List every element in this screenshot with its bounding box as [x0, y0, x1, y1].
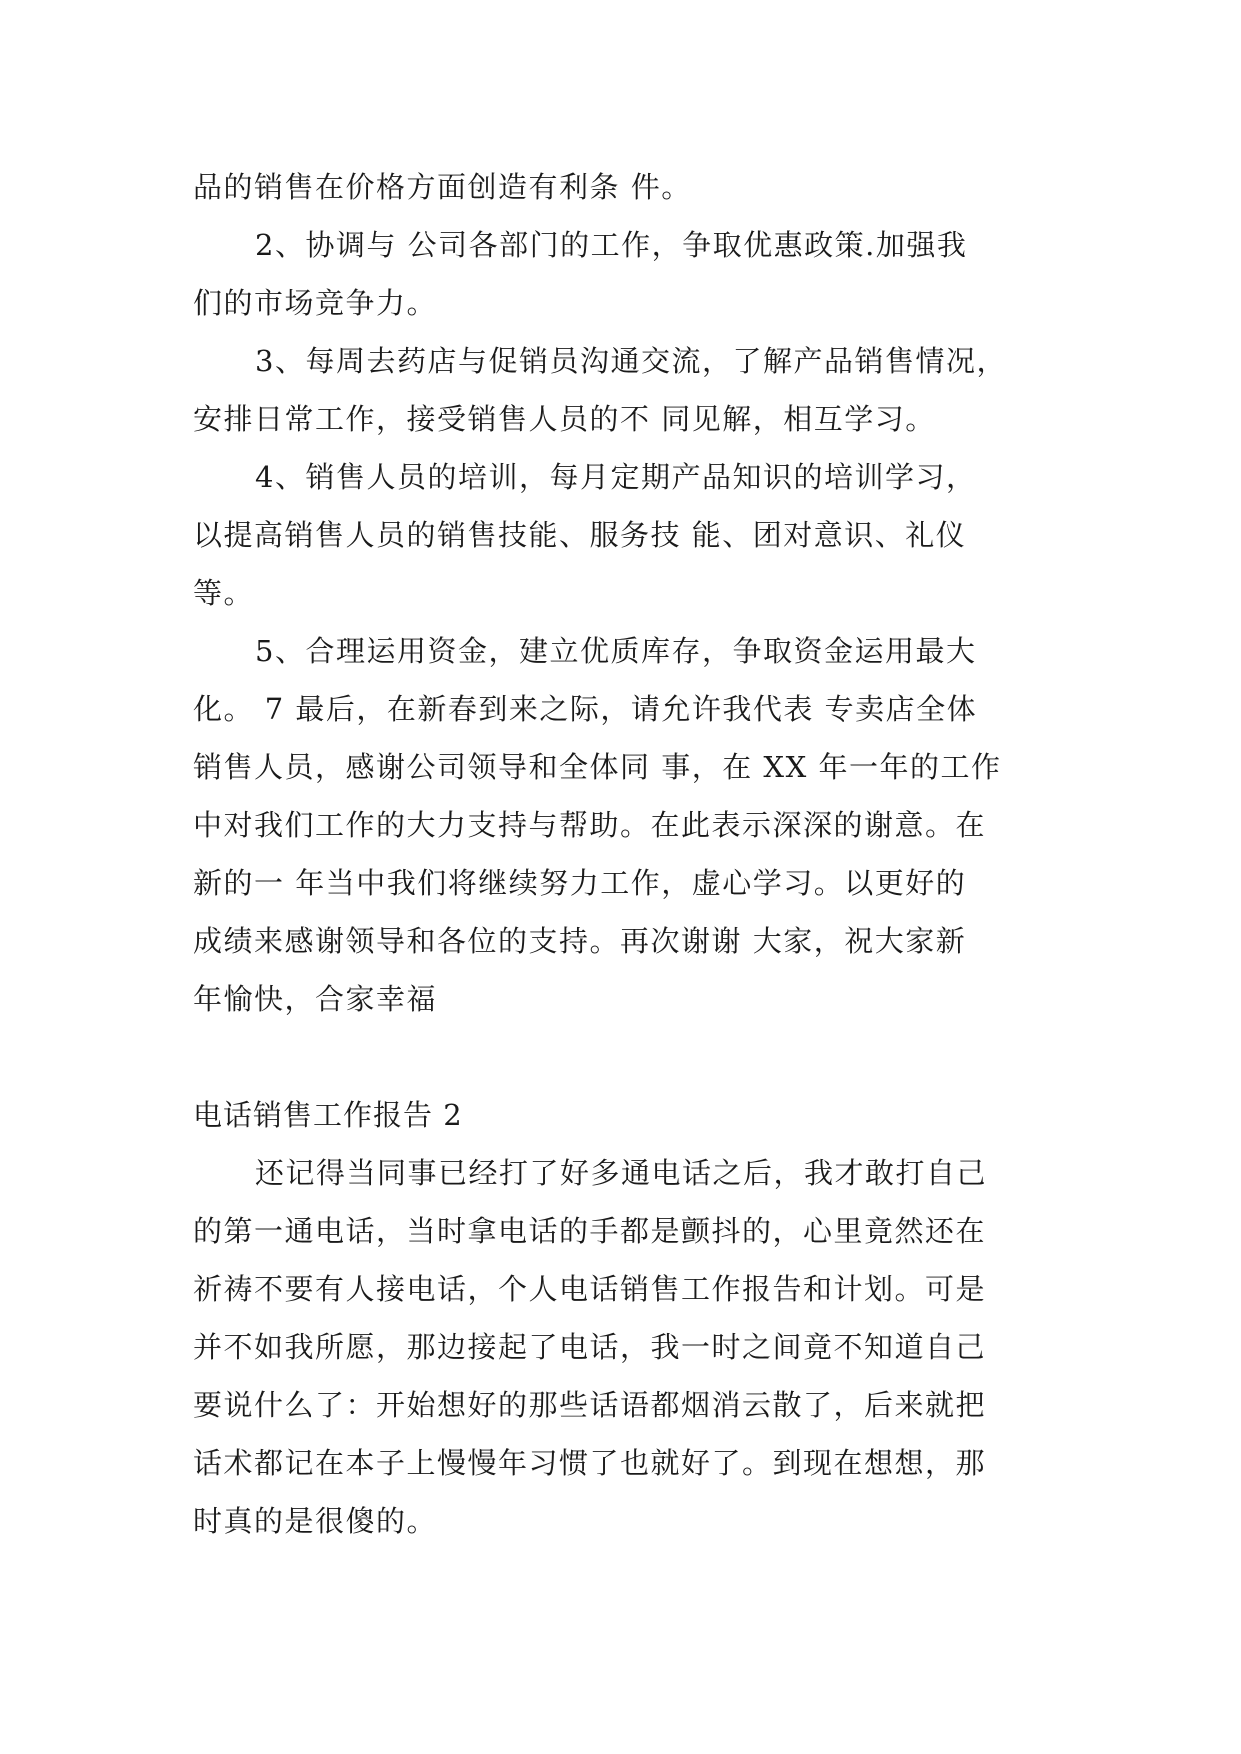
paragraph-line: 时真的是很傻的。 — [193, 1504, 438, 1538]
paragraph-line: 以提高销售人员的销售技能、服务技 能、团对意识、礼仪 — [193, 518, 967, 552]
paragraph-line: 并不如我所愿，那边接起了电话，我一时之间竟不知道自己 — [193, 1330, 987, 1364]
paragraph-line: 化。 7 最后，在新春到来之际，请允许我代表 专卖店全体 — [193, 692, 978, 726]
paragraph-line: 安排日常工作，接受销售人员的不 同见解，相互学习。 — [193, 402, 936, 436]
paragraph-line: 5、合理运用资金，建立优质库存，争取资金运用最大 — [255, 634, 977, 668]
paragraph-line: 销售人员，感谢公司领导和全体同 事，在 XX 年一年的工作 — [193, 750, 1002, 784]
paragraph-line: 品的销售在价格方面创造有利条 件。 — [193, 170, 692, 204]
paragraph-line: 祈祷不要有人接电话，个人电话销售工作报告和计划。可是 — [193, 1272, 987, 1306]
paragraph-line: 等。 — [193, 576, 255, 610]
paragraph-line: 2、协调与 公司各部门的工作，争取优惠政策.加强我 — [255, 228, 968, 262]
paragraph-line: 4、销售人员的培训，每月定期产品知识的培训学习， — [255, 460, 977, 494]
paragraph-line: 中对我们工作的大力支持与帮助。在此表示深深的谢意。在 — [193, 808, 987, 842]
paragraph-line: 新的一 年当中我们将继续努力工作，虚心学习。以更好的 — [193, 866, 967, 900]
paragraph-line: 年愉快，合家幸福 — [193, 982, 438, 1016]
paragraph-line: 的第一通电话，当时拿电话的手都是颤抖的，心里竟然还在 — [193, 1214, 987, 1248]
paragraph-line: 话术都记在本子上慢慢年习惯了也就好了。到现在想想，那 — [193, 1446, 987, 1480]
paragraph-line: 成绩来感谢领导和各位的支持。再次谢谢 大家，祝大家新 — [193, 924, 967, 958]
section-gap — [193, 1028, 1053, 1086]
section-title: 电话销售工作报告 2 — [193, 1098, 463, 1132]
paragraph-line: 们的市场竞争力。 — [193, 286, 438, 320]
paragraph-line: 还记得当同事已经打了好多通电话之后，我才敢打自己 — [255, 1156, 988, 1190]
paragraph-line: 要说什么了：开始想好的那些话语都烟消云散了，后来就把 — [193, 1388, 987, 1422]
document-page — [193, 158, 1053, 1550]
paragraph-line: 3、每周去药店与促销员沟通交流，了解产品销售情况， — [255, 344, 1007, 378]
